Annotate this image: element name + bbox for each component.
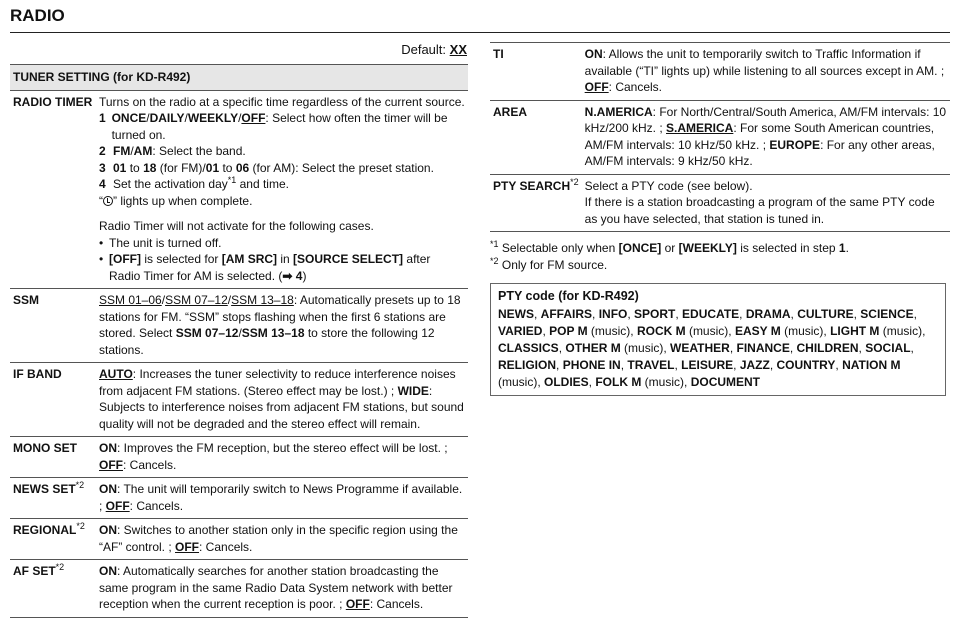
pty-code-item: POP M (549, 324, 588, 338)
pty-code-suffix: , (739, 307, 746, 321)
footnote-2: $^{*2}$ Only for FM source. (490, 255, 608, 272)
pty-code-suffix: , (588, 375, 596, 389)
pty-code-item: LEISURE (681, 358, 734, 372)
radio-timer-notactive: Radio Timer will not activate for the following cases. (99, 219, 374, 233)
pty-code-item: DRAMA (745, 307, 791, 321)
regional-desc: ON: Switches to another station only in the specific region using the “AF” control. ; OFF: Cancels. (96, 519, 468, 560)
pty-code-suffix: (music), (685, 324, 735, 338)
pty-code-item: WEATHER (670, 341, 730, 355)
radio-timer-case-2: • [OFF] is selected for [AM SRC] in [SOURCE SELECT] after Radio Timer for AM is selected. (➡ 4) (99, 251, 465, 284)
footnote-1: $^{*1}$ Selectable only when [ONCE] or [WEEKLY] is selected in step 1. (490, 239, 849, 255)
radio-timer-step-4: 4 Set the activation day$^{*1}$ and time. (99, 175, 289, 191)
tuner-setting-header: TUNER SETTING (for KD-R492) (10, 65, 468, 91)
pty-code-item: PHONE IN (562, 358, 621, 372)
radio-timer-intro: Turns on the radio at a specific time regardless of the current source. (99, 94, 465, 109)
pty-code-suffix: , (592, 307, 599, 321)
setting-row-pty-search (490, 174, 950, 232)
page-ref-arrow-icon: ➡ 4 (282, 268, 303, 283)
pty-code-suffix: (music), (879, 324, 926, 338)
radio-timer-step-3: 3 01 to 18 (for FM)/01 to 06 (for AM): Select the preset station. (99, 160, 434, 175)
ti-desc: ON: Allows the unit to temporarily switch to Traffic Information if available (“TI” lights up) while listening to all sources except in AM. ; OFF: Cancels. (582, 43, 950, 101)
area-label: AREA (490, 100, 582, 174)
pty-code-suffix: (music), (641, 375, 691, 389)
pty-code-suffix: , (556, 358, 563, 372)
pty-code-suffix: , (620, 358, 628, 372)
ti-label: TI (490, 43, 582, 101)
pty-code-suffix: , (853, 307, 861, 321)
setting-row-if-band (10, 363, 468, 437)
setting-row-af-set (10, 560, 468, 618)
radio-timer-step-2: 2 FM/AM: Select the band. (99, 144, 246, 158)
ssm-desc: SSM 01–06/SSM 07–12/SSM 13–18: Automatically presets up to 18 stations for FM. “SSM” stops flashing when the first 6 stations are stored. Select SSM 07–12/SSM 13–18 to store the following 12 stations. (96, 289, 468, 363)
pty-code-suffix: (music), (498, 375, 544, 389)
mono-set-desc: ON: Improves the FM reception, but the stereo effect will be lost. ; OFF: Cancels. (96, 437, 468, 478)
clock-icon (103, 196, 113, 206)
pty-code-list (498, 306, 939, 391)
af-set-desc: ON: Automatically searches for another station broadcasting the same program in the same Radio Data System network with better reception when the current reception is poor. ; OFF: Cancels. (96, 560, 468, 618)
pty-code-suffix: , (558, 341, 566, 355)
pty-code-suffix: , (729, 341, 737, 355)
footnotes (490, 240, 950, 273)
pty-code-item: SOCIAL (865, 341, 911, 355)
pty-code-item: VARIED (498, 324, 543, 338)
if-band-label: IF BAND (10, 363, 96, 437)
pty-code-suffix: , (789, 341, 797, 355)
pty-code-suffix: , (913, 307, 917, 321)
setting-row-regional (10, 519, 468, 560)
pty-code-item: COUNTRY (776, 358, 836, 372)
news-set-label: NEWS SET$^{*2}$ (10, 478, 96, 519)
pty-code-suffix: (music), (780, 324, 831, 338)
af-set-label: AF SET$^{*2}$ (10, 560, 96, 618)
if-band-desc: AUTO: Increases the tuner selectivity to reduce interference noises from adjacent FM stations. (Stereo effect may be lost.) ; WIDE: Subjects to interference noises from adjacent FM stations, but sound quality will not be degraded and the stereo effect will remain. (96, 363, 468, 437)
pty-code-item: NATION M (842, 358, 901, 372)
pty-code-item: FOLK M (595, 375, 642, 389)
pty-code-item: AFFAIRS (540, 307, 593, 321)
setting-row-mono-set (10, 437, 468, 478)
title-divider (10, 32, 950, 33)
regional-label: REGIONAL$^{*2}$ (10, 519, 96, 560)
default-note (10, 42, 467, 57)
pty-code-suffix: , (542, 324, 550, 338)
pty-code-item: DOCUMENT (690, 375, 761, 389)
pty-code-box (490, 283, 946, 396)
tuner-settings-table (10, 64, 468, 618)
setting-row-area (490, 100, 950, 174)
rds-settings-table (490, 42, 950, 273)
pty-code-title: PTY code (for KD-R492) (498, 289, 639, 303)
pty-code-suffix: , (769, 358, 777, 372)
pty-code-suffix: , (835, 358, 843, 372)
pty-code-item: NEWS (498, 307, 534, 321)
pty-code-item: JAZZ (739, 358, 770, 372)
news-set-desc: ON: The unit will temporarily switch to News Programme if available. ; OFF: Cancels. (96, 478, 468, 519)
pty-search-desc: Select a PTY code (see below). If there is a station broadcasting a program of the same PTY code as you have selected, that station is tuned in. (582, 174, 950, 232)
pty-code-item: CULTURE (797, 307, 854, 321)
pty-code-suffix: , (733, 358, 740, 372)
setting-row-ti (490, 43, 950, 101)
pty-code-suffix: , (534, 307, 541, 321)
pty-code-item: OTHER M (565, 341, 621, 355)
mono-set-label: MONO SET (10, 437, 96, 478)
default-label: Default: (401, 42, 447, 57)
pty-code-item: EASY M (734, 324, 781, 338)
ssm-label: SSM (10, 289, 96, 363)
radio-timer-lights: “ ” lights up when complete. (99, 193, 253, 208)
pty-code-suffix: , (674, 358, 682, 372)
pty-code-item: RELIGION (498, 358, 557, 372)
pty-code-suffix: , (675, 307, 683, 321)
pty-code-item: FINANCE (736, 341, 790, 355)
pty-code-item: SCIENCE (860, 307, 914, 321)
radio-timer-desc (96, 90, 468, 289)
area-desc: N.AMERICA: For North/Central/South America, AM/FM intervals: 10 kHz/200 kHz. ; S.AMERICA: For some South American countries, AM/FM intervals: 10 kHz/50 kHz. ; EUROPE: For any other areas, AM/FM intervals: 9 kHz/50 kHz. (582, 100, 950, 174)
pty-code-suffix: , (910, 341, 914, 355)
pty-code-suffix: (music), (620, 341, 671, 355)
pty-code-suffix: , (858, 341, 866, 355)
pty-code-item: INFO (598, 307, 628, 321)
setting-row-radio-timer (10, 90, 468, 289)
pty-code-item: ROCK M (636, 324, 686, 338)
pty-search-label: PTY SEARCH$^{*2}$ (490, 174, 582, 232)
pty-code-item: EDUCATE (682, 307, 740, 321)
pty-code-item: CLASSICS (498, 341, 559, 355)
pty-code-item: CHILDREN (796, 341, 859, 355)
pty-code-item: LIGHT M (830, 324, 880, 338)
radio-timer-label: RADIO TIMER (10, 90, 96, 289)
pty-code-suffix: (music), (587, 324, 637, 338)
pty-code-item: OLDIES (544, 375, 589, 389)
pty-code-suffix: , (790, 307, 798, 321)
setting-row-ssm (10, 289, 468, 363)
pty-code-suffix: , (627, 307, 635, 321)
default-value: XX (449, 42, 467, 57)
setting-row-news-set (10, 478, 468, 519)
page-title: RADIO (10, 6, 65, 25)
pty-code-item: TRAVEL (627, 358, 675, 372)
radio-timer-step-1: 1 ONCE/DAILY/WEEKLY/OFF: Select how often the timer will be turned on. (99, 111, 448, 142)
radio-timer-case-1: • The unit is turned off. (99, 235, 465, 252)
pty-code-item: SPORT (634, 307, 676, 321)
